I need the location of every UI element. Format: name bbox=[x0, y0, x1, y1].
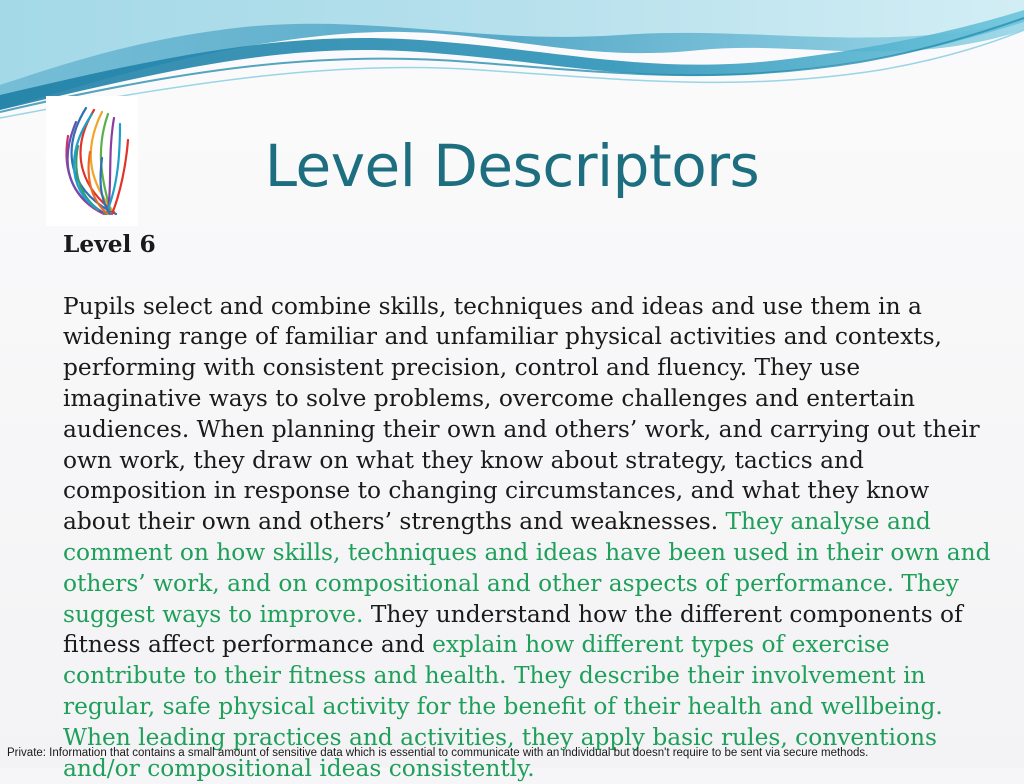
level-description bbox=[63, 292, 1003, 784]
description-segment: They understand how the different components of fitness affect performance and bbox=[63, 600, 963, 659]
description-segment-highlighted: explain how different types of exercise contribute to their fitness and health. They describe their involvement in regular, safe physical activity for the benefit of their health and wellbeing. When leading practices and activities, they apply basic rules, conventions and/or compositional ideas consistently. bbox=[63, 631, 943, 782]
description-segment: Pupils select and combine skills, techniques and ideas and use them in a widening range of familiar and unfamiliar physical activities and contexts, performing with consistent precision, control and fluency. They use imaginative ways to solve problems, overcome challenges and entertain audiences. When planning their own and others’ work, and carrying out their own work, they draw on what they know about strategy, tactics and composition in response to changing circumstances, and what they know about their own and others’ strengths and weaknesses. bbox=[63, 292, 980, 536]
level-heading: Level 6 bbox=[63, 231, 156, 258]
wave-header-decoration bbox=[0, 0, 1024, 125]
slide-content bbox=[63, 230, 1003, 784]
spacer bbox=[63, 261, 1003, 292]
classification-footer: Private: Information that contains a small amount of sensitive data which is essential to communicate with an individual but doesn't require to be sent via secure methods. bbox=[7, 747, 869, 759]
slide-title: Level Descriptors bbox=[264, 132, 760, 200]
description-segment-highlighted: They analyse and comment on how skills, techniques and ideas have been used in their own and others’ work, and on compositional and other aspects of performance. They suggest ways to improve. bbox=[63, 508, 991, 628]
